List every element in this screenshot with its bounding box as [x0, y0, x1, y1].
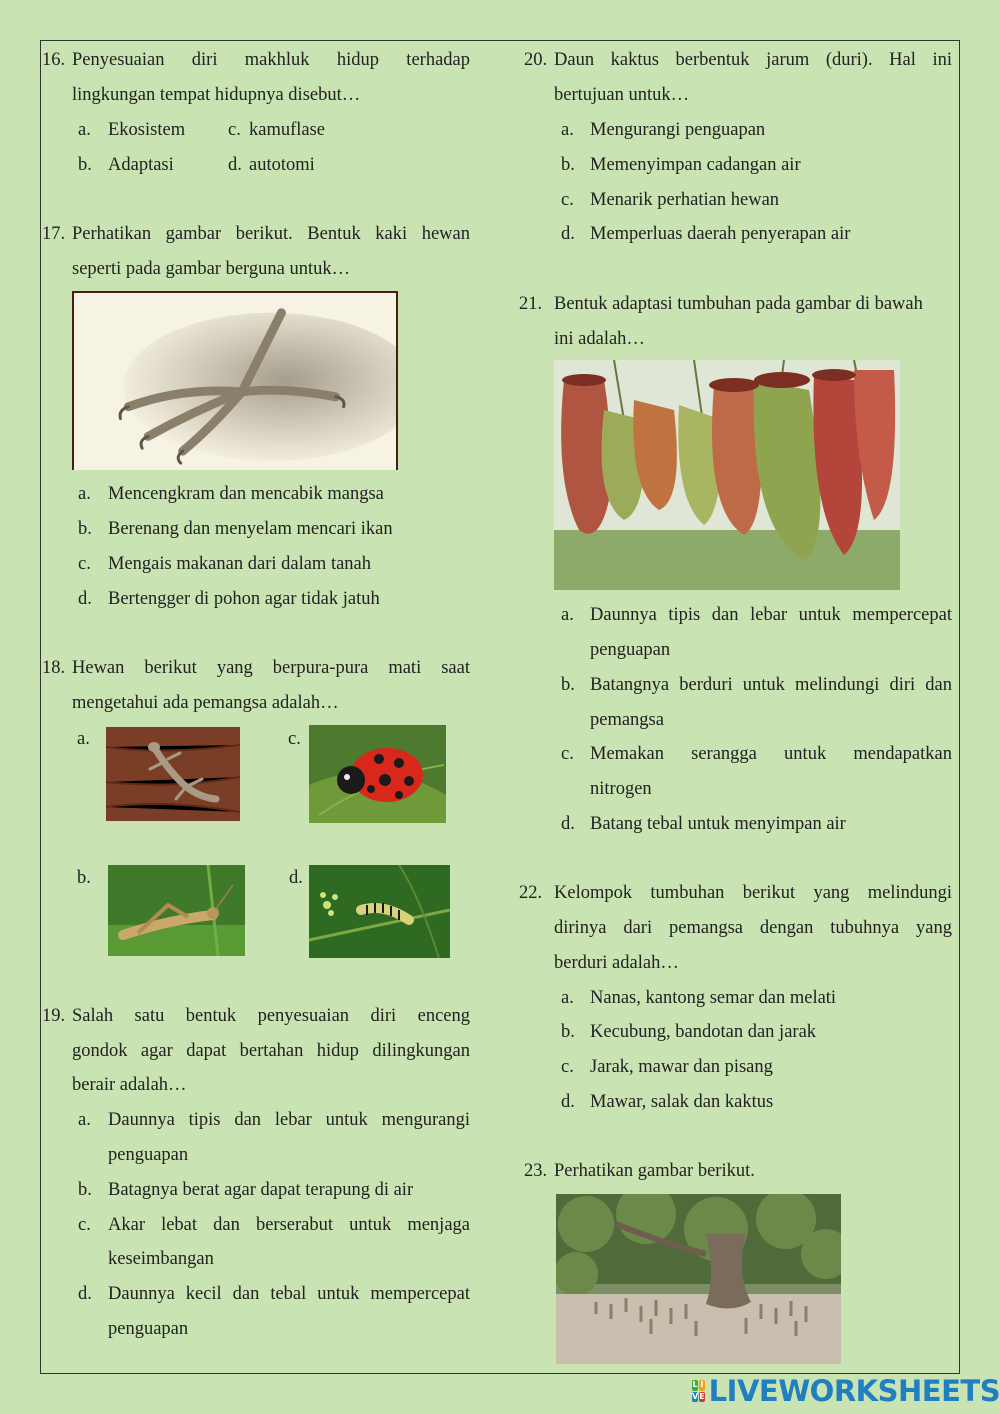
q22-option-b[interactable]: Kecubung, bandotan dan jarak — [590, 1022, 817, 1042]
q19-text-line2: gondok agar dapat bertahan hidup dilingkungan — [72, 1041, 470, 1061]
q18-option-a-label: a. — [77, 729, 90, 749]
q22-number: 22. — [519, 883, 543, 903]
q21-option-b[interactable]: Batangnya berduri untuk melindungi diri dan — [590, 675, 952, 695]
q20-number: 20. — [524, 50, 548, 70]
bird-claw-image — [72, 291, 398, 470]
q21-option-a-cont: penguapan — [590, 640, 671, 660]
logo-text: LIVEWORKSHEETS — [708, 1374, 1000, 1408]
q21-option-a-label: a. — [561, 605, 574, 625]
q20-option-a[interactable]: Mengurangi penguapan — [590, 120, 766, 140]
q19-option-c-cont: keseimbangan — [108, 1249, 214, 1269]
q17-option-c[interactable]: Mengais makanan dari dalam tanah — [108, 554, 372, 574]
logo-mark-icon — [692, 1380, 705, 1402]
q19-text-line1: Salah satu bentuk penyesuaian diri enceng — [72, 1006, 470, 1026]
q19-option-d-cont: penguapan — [108, 1319, 189, 1339]
q17-option-a[interactable]: Mencengkram dan mencabik mangsa — [108, 484, 384, 504]
q22-option-d-label: d. — [561, 1092, 575, 1112]
q21-option-a[interactable]: Daunnya tipis dan lebar untuk mempercepat — [590, 605, 952, 625]
q23-text-line1: Perhatikan gambar berikut. — [554, 1161, 755, 1181]
q22-option-d[interactable]: Mawar, salak dan kaktus — [590, 1092, 774, 1112]
logo-letter-l: L — [692, 1380, 698, 1389]
q17-option-a-label: a. — [78, 484, 91, 504]
q17-text-line2: seperti pada gambar berguna untuk… — [72, 259, 351, 279]
q21-option-b-cont: pemangsa — [590, 710, 664, 730]
q22-option-b-label: b. — [561, 1022, 575, 1042]
caterpillar-image[interactable] — [309, 865, 450, 958]
liveworksheets-logo[interactable] — [692, 1374, 1000, 1408]
q18-option-d-label: d. — [289, 868, 303, 888]
q20-option-d-label: d. — [561, 224, 575, 244]
q17-option-d[interactable]: Bertengger di pohon agar tidak jatuh — [108, 589, 380, 609]
q19-option-d[interactable]: Daunnya kecil dan tebal untuk mempercepat — [108, 1284, 470, 1304]
q16-text-line2: lingkungan tempat hidupnya disebut… — [72, 85, 361, 105]
logo-letter-i: I — [700, 1380, 704, 1389]
q22-text-line2: dirinya dari pemangsa dengan tubuhnya yang — [554, 918, 952, 938]
q21-option-d[interactable]: Batang tebal untuk menyimpan air — [590, 814, 846, 834]
q17-option-b-label: b. — [78, 519, 92, 539]
q21-option-c-label: c. — [561, 744, 574, 764]
q17-number: 17. — [42, 224, 66, 244]
q20-option-c-label: c. — [561, 190, 574, 210]
q16-option-b-label: b. — [78, 155, 92, 175]
q19-option-a-cont: penguapan — [108, 1145, 189, 1165]
q23-number: 23. — [524, 1161, 548, 1181]
q20-text-line1: Daun kaktus berbentuk jarum (duri). Hal ini — [554, 50, 952, 70]
q17-text-line1: Perhatikan gambar berikut. Bentuk kaki hewan — [72, 224, 470, 244]
q18-number: 18. — [42, 658, 66, 678]
q19-option-c[interactable]: Akar lebat dan berserabut untuk menjaga — [108, 1215, 470, 1235]
q17-option-c-label: c. — [78, 554, 91, 574]
ladybug-image[interactable] — [309, 725, 446, 823]
q16-option-b[interactable]: Adaptasi — [108, 155, 174, 175]
q21-text-line2: ini adalah… — [554, 329, 645, 349]
q16-text-line1: Penyesuaian diri makhluk hidup terhadap — [72, 50, 470, 70]
q16-option-d-label: d. — [228, 155, 242, 175]
grasshopper-image[interactable] — [108, 865, 245, 956]
q16-number: 16. — [42, 50, 66, 70]
q19-option-b[interactable]: Batagnya berat agar dapat terapung di air — [108, 1180, 414, 1200]
logo-letter-e: E — [699, 1391, 705, 1401]
q20-option-b-label: b. — [561, 155, 575, 175]
q21-option-b-label: b. — [561, 675, 575, 695]
logo-letter-v: V — [692, 1391, 699, 1401]
q22-option-a[interactable]: Nanas, kantong semar dan melati — [590, 988, 837, 1008]
q16-option-c[interactable]: kamuflase — [249, 120, 326, 140]
q18-option-c-label: c. — [288, 729, 301, 749]
q19-option-d-label: d. — [78, 1284, 92, 1304]
q20-option-b[interactable]: Memenyimpan cadangan air — [590, 155, 801, 175]
q20-option-a-label: a. — [561, 120, 574, 140]
q22-text-line1: Kelompok tumbuhan berikut yang melindungi — [554, 883, 952, 903]
q16-option-c-label: c. — [228, 120, 241, 140]
q19-text-line3: berair adalah… — [72, 1075, 187, 1095]
q18-text-line2: mengetahui ada pemangsa adalah… — [72, 693, 339, 713]
q17-option-b[interactable]: Berenang dan menyelam mencari ikan — [108, 519, 393, 539]
q21-text-line1: Bentuk adaptasi tumbuhan pada gambar di bawah — [554, 294, 923, 314]
q19-option-b-label: b. — [78, 1180, 92, 1200]
q19-option-a[interactable]: Daunnya tipis dan lebar untuk mengurangi — [108, 1110, 470, 1130]
q22-option-c[interactable]: Jarak, mawar dan pisang — [590, 1057, 773, 1077]
q20-option-c[interactable]: Menarik perhatian hewan — [590, 190, 780, 210]
gecko-image[interactable] — [106, 727, 240, 821]
q21-option-c[interactable]: Memakan serangga untuk mendapatkan — [590, 744, 952, 764]
q22-option-a-label: a. — [561, 988, 574, 1008]
q19-option-a-label: a. — [78, 1110, 91, 1130]
q20-option-d[interactable]: Memperluas daerah penyerapan air — [590, 224, 851, 244]
q18-text-line1: Hewan berikut yang berpura-pura mati saat — [72, 658, 470, 678]
mangrove-image — [556, 1194, 841, 1364]
q22-text-line3: berduri adalah… — [554, 953, 679, 973]
q21-option-c-cont: nitrogen — [590, 779, 652, 799]
q21-number: 21. — [519, 294, 543, 314]
q21-option-d-label: d. — [561, 814, 575, 834]
q18-option-b-label: b. — [77, 868, 91, 888]
q22-option-c-label: c. — [561, 1057, 574, 1077]
q17-option-d-label: d. — [78, 589, 92, 609]
q19-option-c-label: c. — [78, 1215, 91, 1235]
q19-number: 19. — [42, 1006, 66, 1026]
pitcher-plant-image — [554, 360, 900, 590]
q16-option-a[interactable]: Ekosistem — [108, 120, 186, 140]
q16-option-d[interactable]: autotomi — [249, 155, 315, 175]
q16-option-a-label: a. — [78, 120, 91, 140]
q20-text-line2: bertujuan untuk… — [554, 85, 690, 105]
